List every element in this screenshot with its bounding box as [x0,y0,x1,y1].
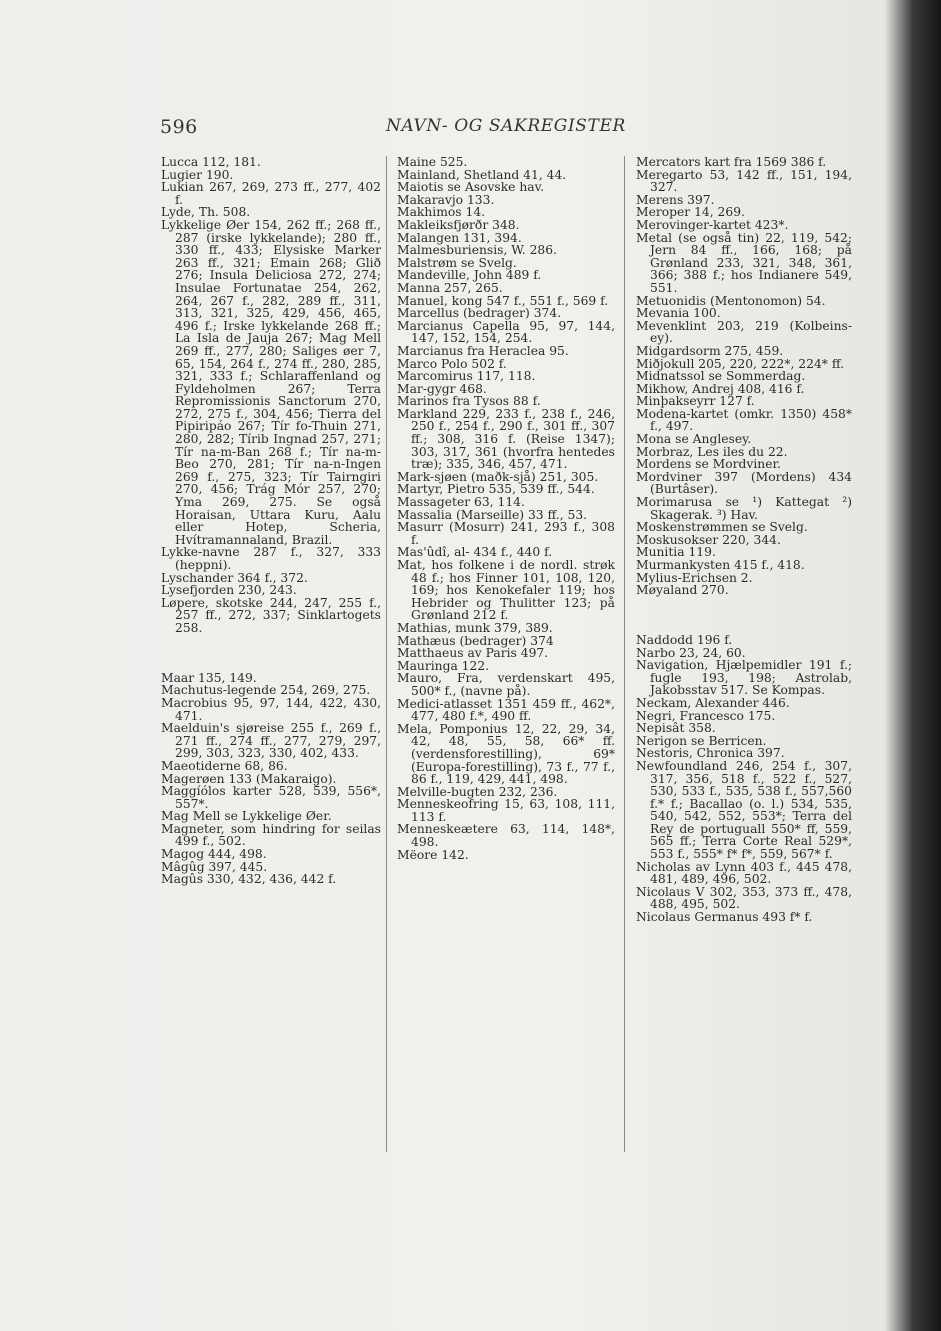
index-entry: Mela, Pomponius 12, 22, 29, 34, 42, 48, 55, 58, 66* ff. (verdensforestilling), 69* (Europa-forestilling), 73 f., 77 f., 86 f., 119, 429, 441, 498. [397,721,615,787]
index-entry: Markland 229, 233 f., 238 f., 246, 250 f., 254 f., 290 f., 301 ff., 307 ff.; 308, 316 f. (Reise 1347); 303, 317, 361 (hvorfra hentedes træ); 335, 346, 457, 471. [397,406,615,472]
index-entry: Lyde, Th. 508. [161,205,251,220]
index-entry: Makleiksfjørðr 348. [397,217,520,232]
index-entry: Marcianus fra Heraclea 95. [397,343,569,358]
index-entry: Munitia 119. [636,545,716,560]
index-entry: Nicholas av Lynn 403 f., 445 478, 481, 489, 496, 502. [636,859,852,887]
index-entry: Negri, Francesco 175. [636,708,776,723]
index-entry: Nicolaus Germanus 493 f* f. [636,910,813,925]
index-entry: Mevenklint 203, 219 (Kolbeins-ey). [636,318,852,346]
index-entry: Miðjokull 205, 220, 222*, 224* ff. [636,356,845,371]
index-entry: Macrobius 95, 97, 144, 422, 430, 471. [161,695,381,723]
index-entry: Newfoundland 246, 254 f., 307, 317, 356, 518 f., 522 f., 527, 530, 533 f., 535, 538 f., 557,560 f.* f.; Bacallao (o. l.) 534, 535, 540, 542, 552, 553*; Terra del Rey de portuguall 550* ff, 559, 565 ff.; Terra Corte Real 529*, 553 f., 555* f* f*, 559, 567* f. [636,758,852,862]
index-entry: Lykkelige Øer 154, 262 ff.; 268 ff., 287 (irske lykkelande); 280 ff., 330 ff., 433; Elysiske Marker 263 ff., 321; Emain 268; Glið 276; Insula Deliciosa 272, 274; Insulae Fortunatae 254, 262, 264, 267 f., 282, 289 ff., 311, 313, 321, 325, 429, 456, 465, 496 f.; Irske lykkelande 268 ff.; La Isla de Jauja 267; Mag Mell 269 ff., 277, 280; Saliges øer 7, 65, 154, 264 f., 274 ff., 280, 285, 321, 333 f.; Schlaraffenland og Fyldeholmen 267; Terra Repromissionis Sanctorum 270, 272, 275 f., 304, 456; Tierra del Pipiripáo 267; Tír fo-Thuin 271, 280, 282; Tírib Ingnad 257, 271; Tír na-m-Ban 268 f.; Tír na-m-Beo 270, 281; Tír na-n-Ingen 269 f., 275, 323; Tír Tairngiri 270, 456; Trág Mór 257, 270; Yma 269, 275. Se også Horaisan, Uttara Kuru, Aalu eller Hotep, Scheria, Hvítramannaland, Brazil. [161,217,381,547]
index-entry: Malmesburiensis, W. 286. [397,243,557,258]
index-entry: Midgardsorm 275, 459. [636,343,784,358]
index-entry: Morbraz, Les iles du 22. [636,444,788,459]
index-entry: Maiotis se Asovske hav. [397,180,544,195]
index-entry: Machutus-legende 254, 269, 275. [161,683,371,698]
index-entry: Nerigon se Berricen. [636,733,767,748]
index-entry: Massalia (Marseille) 33 ff., 53. [397,507,588,522]
index-entry: Massageter 63, 114. [397,495,525,510]
index-entry: Mathias, munk 379, 389. [397,620,553,635]
index-entry: Marco Polo 502 f. [397,356,507,371]
index-entry: Makaravjo 133. [397,192,495,207]
index-entry: Marcianus Capella 95, 97, 144, 147, 152, 154, 254. [397,318,615,346]
index-entry: Malstrøm se Svelg. [397,255,517,270]
index-entry: Maine 525. [397,155,468,169]
index-entry: Lyschander 364 f., 372. [161,570,308,585]
index-entry: Meregarto 53, 142 ff., 151, 194, 327. [636,167,852,195]
index-entry: Mandeville, John 489 f. [397,268,542,283]
page-number: 596 [160,116,198,138]
index-entry: Naddodd 196 f. [636,632,733,647]
index-entry: Maeotiderne 68, 86. [161,758,288,773]
index-entry: Mag Mell se Lykkelige Øer. [161,809,332,824]
page-header [0,112,941,140]
index-entry: Menneskeætere 63, 114, 148*, 498. [397,822,615,850]
index-entry: Masurr (Mosurr) 241, 293 f., 308 f. [397,520,615,547]
index-entry: Mylius-Erichsen 2. [636,570,753,585]
index-entry: Neckam, Alexander 446. [636,695,790,710]
column-divider [624,156,625,1152]
index-entry: Mauro, Fra, verdenskart 495, 500* f., (navne på). [397,671,615,698]
index-entry: Merovinger-kartet 423*. [636,217,789,232]
index-entry: Maggíólos karter 528, 539, 556*, 557*. [161,784,381,811]
index-entry: Nestoris, Chronica 397. [636,746,785,761]
index-column-1 [161,156,381,886]
index-entry: Møyaland 270. [636,583,729,598]
section-gap [636,609,852,622]
index-entry: Medici-atlasset 1351 459 ff., 462*, 477, 480 f.*, 490 ff. [397,696,615,724]
index-entry: Lykke-navne 287 f., 327, 333 (heppni). [161,545,381,572]
index-entry: Mordens se Mordviner. [636,457,781,472]
index-entry: Mauringa 122. [397,658,490,673]
index-entry: Magneter, som hindring for seilas 499 f., 502. [161,821,381,849]
index-entry: Melville-bugten 232, 236. [397,784,558,799]
index-entry: Martyr, Pietro 535, 539 ff., 544. [397,482,595,497]
index-entry: Mâgûg 397, 445. [161,859,268,874]
index-entry: Nepisât 358. [636,721,716,736]
index-entry: Manna 257, 265. [397,280,503,295]
running-title: NAVN- OG SAKREGISTER [386,116,626,136]
index-entry: Mainland, Shetland 41, 44. [397,167,567,182]
column-divider [386,156,387,1152]
index-entry: Lucca 112, 181. [161,155,261,169]
index-entry: Mercators kart fra 1569 386 f. [636,155,827,169]
index-entry: Matthaeus av Paris 497. [397,646,549,661]
index-entry: Marinos fra Tysos 88 f. [397,394,541,409]
index-column-3 [636,156,852,924]
index-entry: Magog 444, 498. [161,847,267,862]
index-entry: Lysefjorden 230, 243. [161,583,297,598]
index-entry: Løpere, skotske 244, 247, 255 f., 257 ff., 272, 337; Sinklartogets 258. [161,595,381,635]
index-entry: Metal (se også tin) 22, 119, 542; Jern 84 ff., 166, 168; på Grønland 233, 321, 348, 361, 366; 388 f.; hos Indianere 549, 551. [636,230,852,295]
index-entry: Mevania 100. [636,306,721,321]
index-entry: Modena-kartet (omkr. 1350) 458* f., 497. [636,406,852,434]
index-entry: Maelduin's sjøreise 255 f., 269 f., 271 ff., 274 ff., 277, 279, 297, 299, 303, 323, 330, 402, 433. [161,721,381,761]
index-entry: Marcellus (bedrager) 374. [397,306,562,321]
index-entry: Mat, hos folkene i de nordl. strøk 48 f.; hos Finner 101, 108, 120, 169; hos Kenokefaler 119; hos Hebrider og Thulitter 123; på Grønland 212 f. [397,558,615,623]
index-entry: Magûs 330, 432, 436, 442 f. [161,872,337,887]
index-entry: Makhimos 14. [397,205,486,220]
index-column-2 [397,156,615,861]
index-entry: Lukian 267, 269, 273 ff., 277, 402 f. [161,180,381,207]
index-entry: Mëore 142. [397,847,469,862]
index-entry: Murmankysten 415 f., 418. [636,558,805,572]
index-entry: Mas'ûdî, al- 434 f., 440 f. [397,545,553,560]
index-entry: Malangen 131, 394. [397,230,522,245]
index-entry: Morimarusa se ¹) Kattegat ²) Skagerak. ³) Hav. [636,495,852,522]
index-entry: Minþakseyrr 127 f. [636,394,755,409]
index-entry: Mona se Anglesey. [636,432,752,447]
index-entry: Mar-gygr 468. [397,381,487,396]
index-entry: Mikhow, Andrej 408, 416 f. [636,381,805,396]
index-entry: Menneskeofring 15, 63, 108, 111, 113 f. [397,797,615,824]
index-entry: Maar 135, 149. [161,670,257,685]
index-entry: Midnatssol se Sommerdag. [636,369,806,384]
index-entry: Narbo 23, 24, 60. [636,645,746,660]
index-entry: Nicolaus V 302, 353, 373 ff., 478, 488, 495, 502. [636,884,852,912]
index-entry: Meroper 14, 269. [636,205,745,220]
index-entry: Metuonidis (Mentonomon) 54. [636,293,826,308]
index-entry: Moskenstrømmen se Svelg. [636,520,808,535]
index-entry: Mathæus (bedrager) 374 [397,633,554,648]
index-entry: Mark-sjøen (maðk-sjå) 251, 305. [397,469,599,484]
index-entry: Merens 397. [636,192,715,207]
index-entry: Lugier 190. [161,167,234,182]
index-entry: Moskusokser 220, 344. [636,532,781,547]
section-gap [161,647,381,660]
index-entry: Manuel, kong 547 f., 551 f., 569 f. [397,293,609,308]
index-entry: Marcomirus 117, 118. [397,369,536,384]
index-entry: Mordviner 397 (Mordens) 434 (Burtâser). [636,469,852,497]
index-entry: Navigation, Hjælpemidler 191 f.; fugle 193, 198; Astrolab, Jakobsstav 517. Se Kompas. [636,658,852,698]
index-entry: Magerøen 133 (Makaraigo). [161,771,337,786]
